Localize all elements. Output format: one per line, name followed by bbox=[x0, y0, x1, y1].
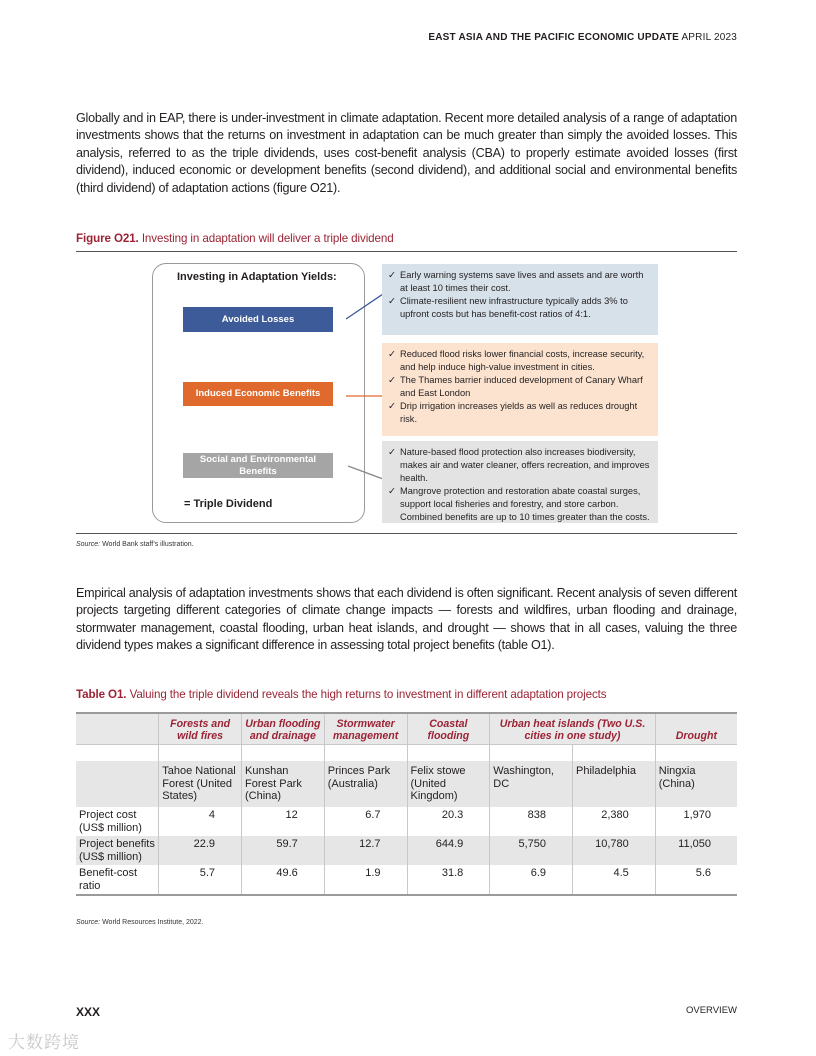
check-icon: ✓ bbox=[388, 349, 396, 359]
table-cell-value: 6.9 bbox=[490, 865, 573, 895]
check-icon: ✓ bbox=[388, 447, 396, 457]
table-cell-value: 6.7 bbox=[324, 807, 407, 836]
table-cell-value: 12 bbox=[242, 807, 325, 836]
table-cell-value: 1.9 bbox=[324, 865, 407, 895]
watermark: 大数跨境 bbox=[8, 1033, 80, 1052]
benefit-panel-social-environmental bbox=[382, 441, 658, 523]
table-cell-value: 2,380 bbox=[573, 807, 656, 836]
table-cell-project: Felix stowe (United Kingdom) bbox=[407, 761, 490, 807]
table-header-cell: Urban flooding and drainage bbox=[242, 713, 325, 745]
table-cell-value: 5.6 bbox=[655, 865, 737, 895]
table-header-blank bbox=[76, 713, 159, 745]
benefit-panel-avoided-losses bbox=[382, 264, 658, 335]
dividend-social-environmental-benefits: Social and Environmental Benefits bbox=[183, 453, 333, 478]
table-cell-project: Tahoe National Forest (United States) bbox=[159, 761, 242, 807]
figure-caption bbox=[76, 232, 394, 245]
source-label: Source: bbox=[76, 919, 101, 926]
table-cell-project: Washington, DC bbox=[490, 761, 573, 807]
table-cell-value: 10,780 bbox=[573, 836, 656, 865]
table-cell-value: 4.5 bbox=[573, 865, 656, 895]
table-row-label: Benefit-cost ratio bbox=[76, 865, 159, 895]
table-row-project-cost bbox=[76, 807, 737, 836]
table-label: Table O1. bbox=[76, 688, 127, 701]
benefit-bullet: ✓ Reduced flood risks lower financial costs, increase security, and help induce high-value investment in cities. bbox=[388, 349, 645, 372]
table-cell-value: 20.3 bbox=[407, 807, 490, 836]
table-caption bbox=[76, 688, 606, 701]
table-cell-value: 1,970 bbox=[655, 807, 737, 836]
dividend-box-title: Investing in Adaptation Yields: bbox=[177, 271, 337, 283]
check-icon: ✓ bbox=[388, 270, 396, 280]
table-cell-value: 59.7 bbox=[242, 836, 325, 865]
benefit-bullet: ✓ Early warning systems save lives and assets and are worth at least 10 times their cost. bbox=[388, 270, 644, 293]
table-cell-project: Kunshan Forest Park (China) bbox=[242, 761, 325, 807]
table-header-cell: Drought bbox=[655, 713, 737, 745]
table-row-label: Project cost (US$ million) bbox=[76, 807, 159, 836]
body-paragraph-2: Empirical analysis of adaptation investments shows that each dividend is often significant. Recent analysis of seven different projects targeting different categories of climate change impacts — forests and wildfires, urban flooding and drainage, stormwater management, coastal flooding, urban heat islands, and drought — shows that in all cases, valuing the three dividend types makes a significant difference in assessing total project benefits (table O1). bbox=[76, 586, 737, 653]
table-row-project-benefits bbox=[76, 836, 737, 865]
body-paragraph-1: Globally and in EAP, there is under-investment in climate adaptation. Recent more detailed analysis of a range of adaptation investments shows that the returns on investment in adaptation can be much greater than simply the avoided losses. This analysis, referred to as the triple dividends, uses cost-benefit analysis (CBA) to properly estimate avoided losses (first dividend), induced economic or development benefits (second dividend), and additional social and environmental benefits (third dividend) of adaptation actions (figure O21). bbox=[76, 111, 737, 195]
benefit-bullet: ✓ The Thames barrier induced development of Canary Wharf and East London bbox=[388, 375, 643, 398]
table-cell-value: 4 bbox=[159, 807, 242, 836]
check-icon: ✓ bbox=[388, 486, 396, 496]
dividend-induced-economic-benefits: Induced Economic Benefits bbox=[183, 382, 333, 406]
table-source bbox=[76, 919, 204, 926]
figure-source bbox=[76, 541, 194, 548]
section-name: OVERVIEW bbox=[685, 1005, 737, 1016]
table-row-projects bbox=[76, 761, 737, 807]
running-header-title: EAST ASIA AND THE PACIFIC ECONOMIC UPDATE bbox=[428, 32, 679, 43]
check-icon: ✓ bbox=[388, 375, 396, 385]
table-cell-project: Ningxia (China) bbox=[655, 761, 737, 807]
table-row-benefit-cost-ratio bbox=[76, 865, 737, 895]
benefit-bullet: ✓ Mangrove protection and restoration abate coastal surges, support local fisheries and forestry, and store carbon. Combined benefits are up to 10 times greater than the costs. bbox=[388, 486, 650, 522]
benefit-bullet: ✓ Nature-based flood protection also increases biodiversity, makes air and water cleaner, offers recreation, and improves health. bbox=[388, 447, 650, 483]
benefit-bullet: ✓ Climate-resilient new infrastructure typically adds 3% to upfront costs but has benefit-cost ratios of 4:1. bbox=[388, 296, 628, 319]
table-cell-value: 22.9 bbox=[159, 836, 242, 865]
source-text: World Resources Institute, 2022. bbox=[102, 919, 204, 926]
table-header-cell: Stormwater management bbox=[324, 713, 407, 745]
table-cell-value: 11,050 bbox=[655, 836, 737, 865]
table-spacer-row bbox=[76, 745, 737, 762]
table-row-label: Project benefits (US$ million) bbox=[76, 836, 159, 865]
figure-caption-text: Investing in adaptation will deliver a triple dividend bbox=[141, 232, 394, 245]
check-icon: ✓ bbox=[388, 401, 396, 411]
table-header-cell: Coastal flooding bbox=[407, 713, 490, 745]
running-header-date: APRIL 2023 bbox=[681, 32, 737, 43]
benefit-panel-induced-economic bbox=[382, 343, 658, 436]
running-header bbox=[428, 32, 737, 43]
figure-top-rule bbox=[76, 251, 737, 252]
table-cell-value: 31.8 bbox=[407, 865, 490, 895]
table-cell-blank bbox=[76, 761, 159, 807]
table-header-cell: Urban heat islands (Two U.S. cities in one study) bbox=[490, 713, 656, 745]
page-number: XXX bbox=[76, 1005, 101, 1019]
table-cell-project: Princes Park (Australia) bbox=[324, 761, 407, 807]
benefit-bullet: ✓ Drip irrigation increases yields as well as reduces drought risk. bbox=[388, 401, 638, 424]
table-cell-value: 838 bbox=[490, 807, 573, 836]
table-cell-value: 5.7 bbox=[159, 865, 242, 895]
triple-dividend-total: = Triple Dividend bbox=[184, 498, 273, 510]
figure-label: Figure O21. bbox=[76, 232, 139, 245]
table-caption-text: Valuing the triple dividend reveals the high returns to investment in different adaptation projects bbox=[129, 688, 607, 701]
check-icon: ✓ bbox=[388, 296, 396, 306]
source-label: Source: bbox=[76, 541, 101, 548]
table-header-row bbox=[76, 713, 737, 745]
dividend-avoided-losses: Avoided Losses bbox=[183, 307, 333, 332]
triple-dividend-table bbox=[76, 712, 737, 896]
table-cell-value: 5,750 bbox=[490, 836, 573, 865]
figure-bottom-rule bbox=[76, 533, 737, 534]
table-header-cell: Forests and wild fires bbox=[159, 713, 242, 745]
table-cell-value: 49.6 bbox=[242, 865, 325, 895]
table-cell-project: Philadelphia bbox=[573, 761, 656, 807]
table-cell-value: 12.7 bbox=[324, 836, 407, 865]
table-cell-value: 644.9 bbox=[407, 836, 490, 865]
source-text: World Bank staff’s illustration. bbox=[102, 541, 194, 548]
